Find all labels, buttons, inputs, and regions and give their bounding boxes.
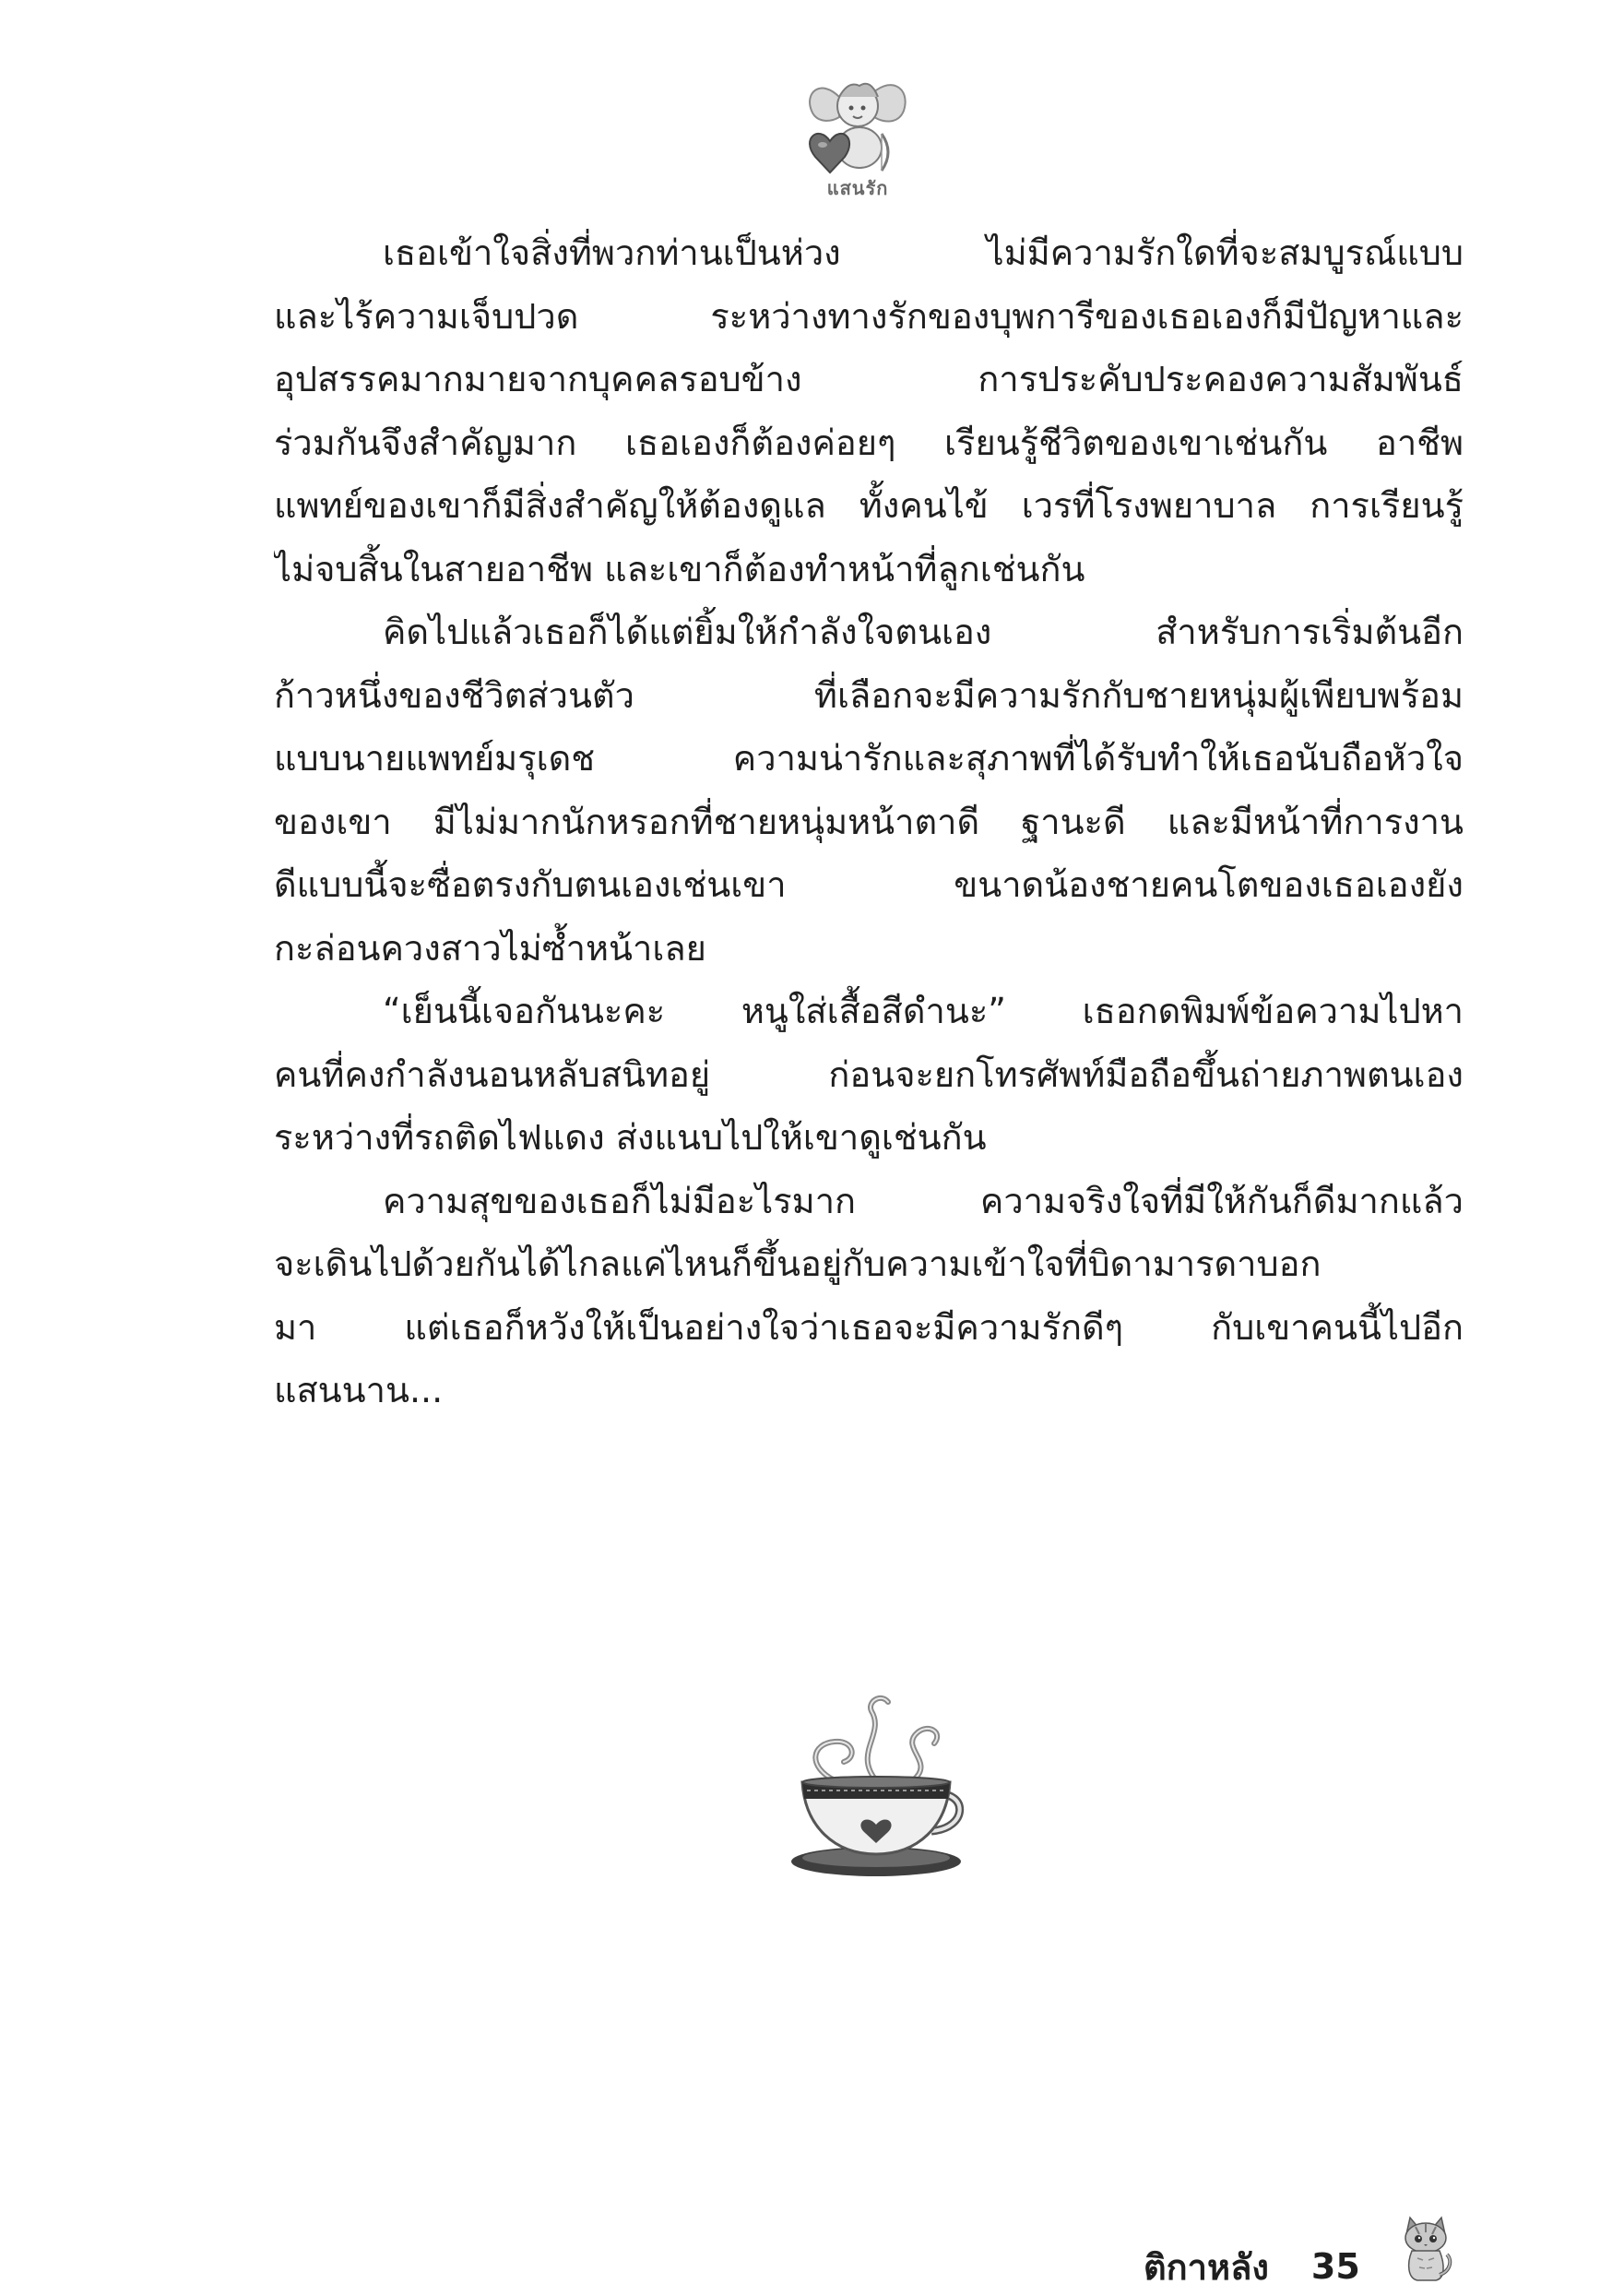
text-line: อุปสรรคมากมายจากบุคคลรอบข้าง การประคับประคองความสัมพันธ์: [274, 359, 1464, 399]
text-line: “เย็นนี้เจอกันนะคะ หนูใส่เสื้อสีดำนะ” เธอกดพิมพ์ข้อความไปหา: [383, 991, 1464, 1031]
text-line: แบบนายแพทย์มรุเดช ความน่ารักและสุภาพที่ได้รับทำให้เธอนับถือหัวใจ: [274, 738, 1464, 779]
book-title: ติกาหลัง: [1144, 2246, 1269, 2288]
text-line: แสนนาน...: [274, 1370, 444, 1410]
page-footer: [1144, 2237, 1360, 2296]
text-line: ดีแบบนี้จะซื่อตรงกับตนเองเช่นเขา ขนาดน้องชายคนโตของเธอเองยัง: [274, 864, 1464, 905]
text-line: มา แต่เธอก็หวังให้เป็นอย่างใจว่าเธอจะมีความรักดีๆ กับเขาคนนี้ไปอีก: [274, 1306, 1464, 1348]
text-line: ไม่จบสิ้นในสายอาชีพ และเขาก็ต้องทำหน้าที่ลูกเช่นกัน: [274, 548, 1085, 589]
chapter-text: [274, 221, 1464, 1422]
text-line: คิดไปแล้วเธอก็ได้แต่ยิ้มให้กำลังใจตนเอง สำหรับการเริ่มต้นอีก: [383, 612, 1464, 652]
text-line: ร่วมกันจึงสำคัญมาก เธอเองก็ต้องค่อยๆ เรียนรู้ชีวิตของเขาเช่นกัน อาชีพ: [274, 422, 1464, 463]
text-line: เธอเข้าใจสิ่งที่พวกท่านเป็นห่วง ไม่มีความรักใดที่จะสมบูรณ์แบบ: [383, 232, 1464, 273]
kitten-icon: [1397, 2214, 1454, 2283]
text-line: ของเขา มีไม่มากนักหรอกที่ชายหนุ่มหน้าตาดี ฐานะดี และมีหน้าที่การงาน: [274, 801, 1464, 842]
text-line: และไร้ความเจ็บปวด ระหว่างทางรักของบุพการีของเธอเองก็มีปัญหาและ: [274, 295, 1464, 337]
text-line: จะเดินไปด้วยกันได้ไกลแค่ไหนก็ขึ้นอยู่กับความเข้าใจที่บิดามารดาบอก: [274, 1243, 1322, 1284]
text-line: ระหว่างที่รถติดไฟแดง ส่งแนบไปให้เขาดูเช่นกัน: [274, 1117, 987, 1158]
text-line: ความสุขของเธอก็ไม่มีอะไรมาก ความจริงใจที่มีให้กันก็ดีมากแล้ว: [383, 1180, 1464, 1221]
text-line: กะล่อนควงสาวไม่ซ้ำหน้าเลย: [274, 927, 706, 969]
page-number: 35: [1310, 2246, 1360, 2287]
text-line: แพทย์ของเขาก็มีสิ่งสำคัญให้ต้องดูแล ทั้งคนไข้ เวรที่โรงพยาบาล การเรียนรู้: [274, 485, 1464, 526]
text-line: คนที่คงกำลังนอนหลับสนิทอยู่ ก่อนจะยกโทรศัพท์มือถือขึ้นถ่ายภาพตนเอง: [274, 1053, 1464, 1095]
logo-caption: แสนรัก: [826, 177, 889, 199]
text-line: ก้าวหนึ่งของชีวิตส่วนตัว ที่เลือกจะมีความรักกับชายหนุ่มผู้เพียบพร้อม: [274, 674, 1464, 716]
coffee-cup-heart-icon: [779, 1679, 973, 1882]
